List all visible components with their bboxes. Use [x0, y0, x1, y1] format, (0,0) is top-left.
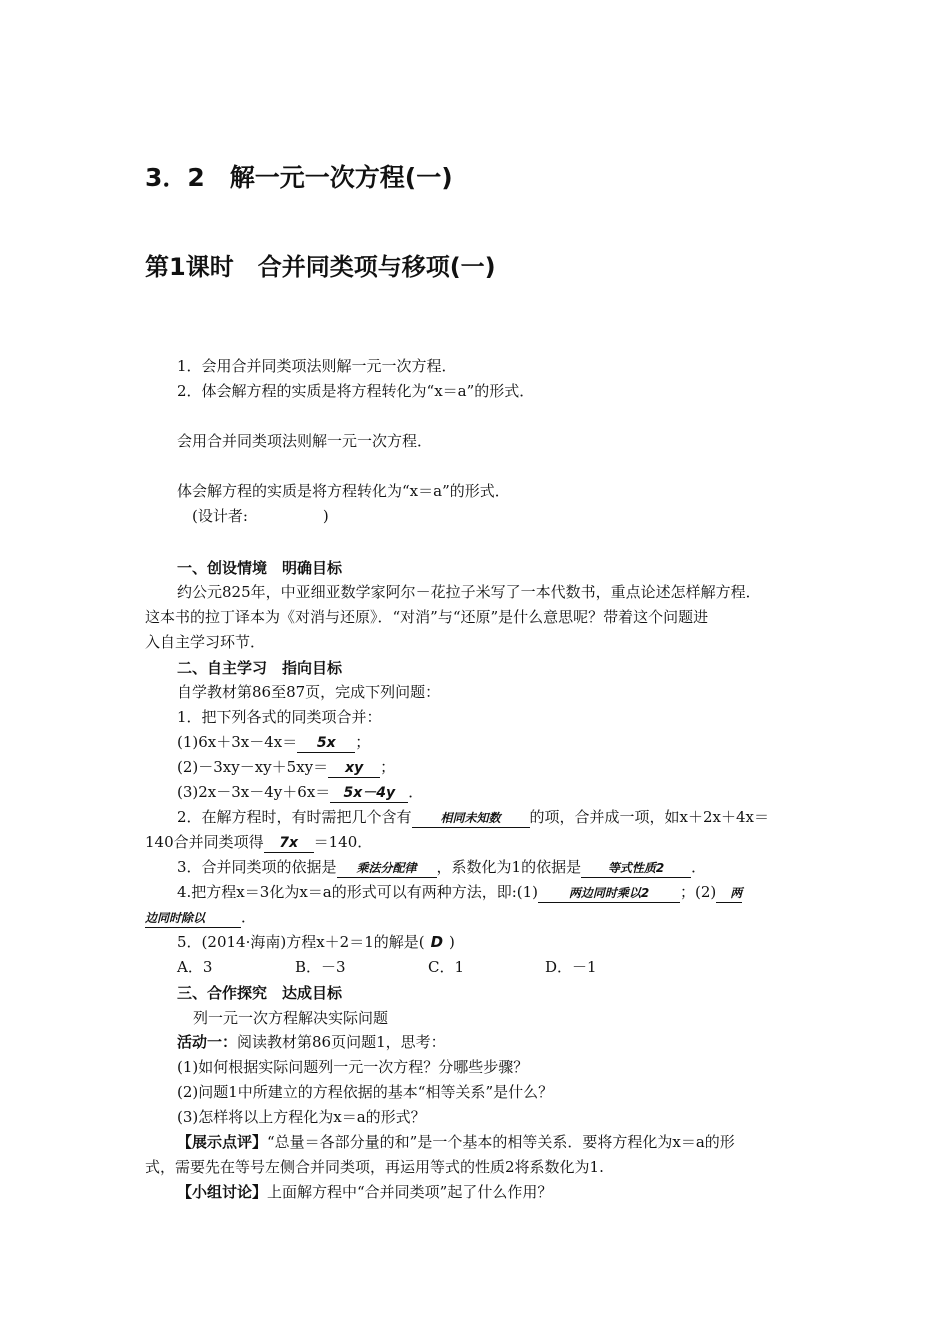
answer-blank: 等式性质2	[581, 860, 691, 878]
answer-blank: xy	[328, 760, 380, 778]
comment-label: 【展示点评】	[177, 1133, 268, 1151]
activity-label: 活动一：	[177, 1033, 238, 1051]
question-4-line-2	[145, 907, 256, 928]
objective-2: 2．体会解方程的实质是将方程转化为“x＝a”的形式．	[177, 382, 535, 400]
discussion-line	[177, 1182, 552, 1202]
item-text: (3)2x－3x－4y＋6x＝	[177, 783, 331, 801]
item-text: )	[449, 933, 455, 951]
section-2-heading: 二、自主学习 指向目标	[177, 659, 343, 677]
page-title: 3．2 解一元一次方程(一)	[145, 163, 453, 192]
section-1-line: 约公元825年，中亚细亚数学家阿尔－花拉子米写了一本代数书，重点论述怎样解方程．	[177, 583, 761, 601]
item-text: 4.把方程x＝3化为x＝a的形式可以有两种方法，即:(1)	[177, 883, 539, 901]
designer-note: (设计者: )	[192, 507, 329, 525]
question-5	[177, 932, 455, 952]
option-d: D．－1	[545, 958, 597, 976]
answer-blank: 两	[716, 885, 742, 903]
item-text: 140合并同类项得	[145, 833, 264, 851]
key-point: 会用合并同类项法则解一元一次方程．	[177, 432, 433, 450]
activity-text: 阅读教材第86页问题1，思考：	[237, 1033, 446, 1051]
item-text: 3．合并同类项的依据是	[177, 858, 337, 876]
section-1-heading: 一、创设情境 明确目标	[177, 559, 343, 577]
discussion-text: 上面解方程中“合并同类项”起了什么作用？	[267, 1183, 553, 1201]
answer-blank: 两边同时乘以2	[538, 885, 680, 903]
item-text: (1)6x＋3x－4x＝	[177, 733, 298, 751]
answer-blank: 5x－4y	[330, 785, 408, 803]
comment-line-2: 式，需要先在等号左侧合并同类项，再运用等式的性质2将系数化为1.	[145, 1158, 604, 1176]
answer-blank: 边同时除以	[145, 910, 241, 928]
section-2-intro: 自学教材第86至87页，完成下列问题：	[177, 683, 441, 701]
section-1-line: 这本书的拉丁译本为《对消与还原》．“对消”与“还原”是什么意思呢？带着这个问题进	[145, 608, 709, 626]
item-text: (2)－3xy－xy＋5xy＝	[177, 758, 329, 776]
discussion-label: 【小组讨论】	[177, 1183, 268, 1201]
activity-question: (2)问题1中所建立的方程依据的基本“相等关系”是什么？	[177, 1083, 554, 1101]
option-b: B．－3	[295, 958, 346, 976]
question-3	[177, 857, 706, 878]
item-text: 的项，合并成一项，如x＋2x＋4x＝	[529, 808, 770, 826]
item-text: 5．(2014·海南)方程x＋2＝1的解是(	[177, 933, 425, 951]
lesson-title: 第1课时 合并同类项与移项(一)	[145, 253, 496, 281]
activity-question: (1)如何根据实际问题列一元一次方程？分哪些步骤？	[177, 1058, 529, 1076]
item-text: ．	[408, 783, 424, 801]
section-1-line: 入自主学习环节．	[145, 633, 266, 651]
option-a: A．3	[177, 958, 213, 976]
question-1-stem: 1．把下列各式的同类项合并：	[177, 708, 382, 726]
item-text: ；	[380, 758, 396, 776]
question-1-item-2	[177, 757, 395, 778]
question-1-item-3	[177, 782, 423, 803]
comment-text: “总量＝各部分量的和”是一个基本的相等关系．要将方程化为x＝a的形	[267, 1133, 735, 1151]
option-c: C．1	[428, 958, 465, 976]
difficult-point: 体会解方程的实质是将方程转化为“x＝a”的形式．	[177, 482, 510, 500]
item-text: ＝140．	[313, 833, 373, 851]
question-1-item-1	[177, 732, 370, 753]
item-text: ；(2)	[680, 883, 717, 901]
item-text: 2．在解方程时，有时需把几个含有	[177, 808, 412, 826]
item-text: ；	[355, 733, 371, 751]
answer-blank: 乘法分配律	[337, 860, 437, 878]
item-text: ．	[241, 908, 257, 926]
activity-line	[177, 1032, 446, 1052]
section-3-heading: 三、合作探究 达成目标	[177, 984, 343, 1002]
section-3-subheading: 列一元一次方程解决实际问题	[193, 1009, 389, 1027]
answer-blank: 相同未知数	[412, 810, 530, 828]
answer-choice: D	[430, 933, 444, 951]
objective-1: 1．会用合并同类项法则解一元一次方程．	[177, 357, 457, 375]
answer-blank: 5x	[297, 735, 355, 753]
answer-blank: 7x	[264, 835, 314, 853]
item-text: ，系数化为1的依据是	[436, 858, 582, 876]
question-4-line-1	[177, 882, 742, 903]
activity-question: (3)怎样将以上方程化为x＝a的形式？	[177, 1108, 426, 1126]
question-2-line-2	[145, 832, 372, 853]
question-2-line-1	[177, 807, 769, 828]
comment-line-1	[177, 1132, 735, 1152]
item-text: ．	[691, 858, 707, 876]
